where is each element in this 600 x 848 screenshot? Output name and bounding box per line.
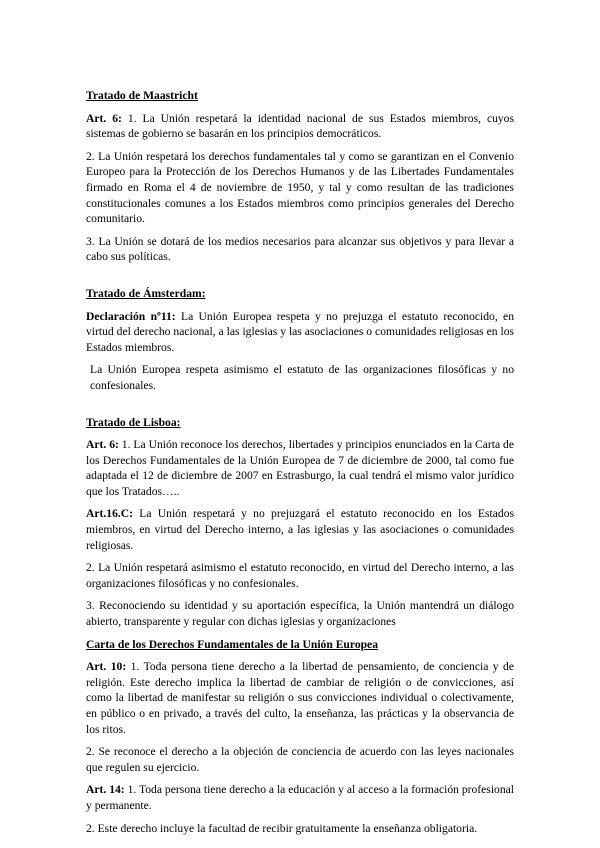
spacer bbox=[86, 401, 514, 415]
paragraph-text: 1. Toda persona tiene derecho a la educación y al acceso a la formación profesional y permanente. bbox=[86, 783, 514, 812]
section-title-maastricht: Tratado de Maastricht bbox=[86, 89, 198, 102]
article-label: Art. 10: bbox=[86, 660, 127, 674]
paragraph-text: La Unión Europea respeta y no prejuzga el estatuto reconocido, en virtud del derecho nacional, a las iglesias y las asociaciones o comunidades religiosas en los Estados miembros. bbox=[86, 309, 514, 354]
paragraph: La Unión Europea respeta asimismo el estatuto de las organizaciones filosóficas y no confesionales. bbox=[90, 363, 514, 392]
paragraph: 2. La Unión respetará asimismo el estatuto reconocido, en virtud del Derecho interno, a las organizaciones filosóficas y no confesionales. bbox=[86, 561, 514, 590]
article-label: Art. 14: bbox=[86, 783, 125, 797]
section-title-amsterdam: Tratado de Ámsterdam: bbox=[86, 286, 206, 300]
paragraph-text: La Unión respetará y no prejuzgará el estatuto reconocido en los Estados miembros, en virtud del Derecho interno, a las iglesias y las asociaciones o comunidades religiosas. bbox=[86, 507, 514, 552]
paragraph-text: 1. La Unión respetará la identidad nacional de sus Estados miembros, cuyos sistemas de gobierno se basarán en los principios democráticos. bbox=[86, 111, 514, 141]
paragraph-text: 1. La Unión reconoce los derechos, libertades y principios enunciados en la Carta de los Derechos Fundamentales de la Unión Europea de 7 de diciembre de 2000, tal como fue adaptada el 12 de diciembre de 2007 en Estrasburgo, la cual tendrá el mismo valor jurídico que los Tratados….. bbox=[86, 438, 514, 498]
paragraph bbox=[86, 782, 514, 813]
article-label: Art. 6: bbox=[86, 438, 119, 452]
paragraph bbox=[86, 437, 514, 499]
paragraph bbox=[86, 506, 514, 553]
paragraph: 3. La Unión se dotará de los medios necesarios para alcanzar sus objetivos y para llevar a cabo sus políticas. bbox=[86, 234, 514, 264]
paragraph bbox=[86, 111, 514, 142]
paragraph bbox=[86, 309, 514, 356]
section-title-carta: Carta de los Derechos Fundamentales de la Unión Europea bbox=[86, 637, 379, 651]
article-label: Art. 6: bbox=[86, 111, 122, 125]
paragraph: 2. Este derecho incluye la facultad de recibir gratuitamente la enseñanza obligatoria. bbox=[86, 821, 478, 835]
paragraph: 2. Se reconoce el derecho a la objeción de conciencia de acuerdo con las leyes nacionales que regulen su ejercicio. bbox=[86, 745, 514, 774]
declaration-label: Declaración nº11: bbox=[86, 309, 176, 323]
paragraph: 2. La Unión respetará los derechos fundamentales tal y como se garantizan en el Convenio Europeo para la Protección de los Derechos Humanos y de las Libertades Fundamentales firmado en Roma el 4 de noviembre de 1950, y tal y como resultan de las tradiciones constitucionales comunes a los Estados miembros como principios generales del Derecho comunitario. bbox=[86, 149, 514, 226]
article-label: Art.16.C: bbox=[86, 507, 134, 521]
paragraph bbox=[86, 659, 514, 737]
paragraph-text: 1. Toda persona tiene derecho a la libertad de pensamiento, de conciencia y de religión. Este derecho implica la libertad de cambiar de religión o de convicciones, así como la libertad de manifestar su religión o sus convicciones individual o colectivamente, en público o en privado, a través del culto, la enseñanza, las prácticas y la observancia de los ritos. bbox=[86, 660, 514, 736]
spacer bbox=[86, 272, 514, 286]
paragraph: 3. Reconociendo su identidad y su aportación específica, la Unión mantendrá un diálogo abierto, transparente y regular con dichas iglesias y organizaciones bbox=[86, 599, 514, 629]
section-title-lisboa: Tratado de Lisboa: bbox=[86, 415, 181, 429]
